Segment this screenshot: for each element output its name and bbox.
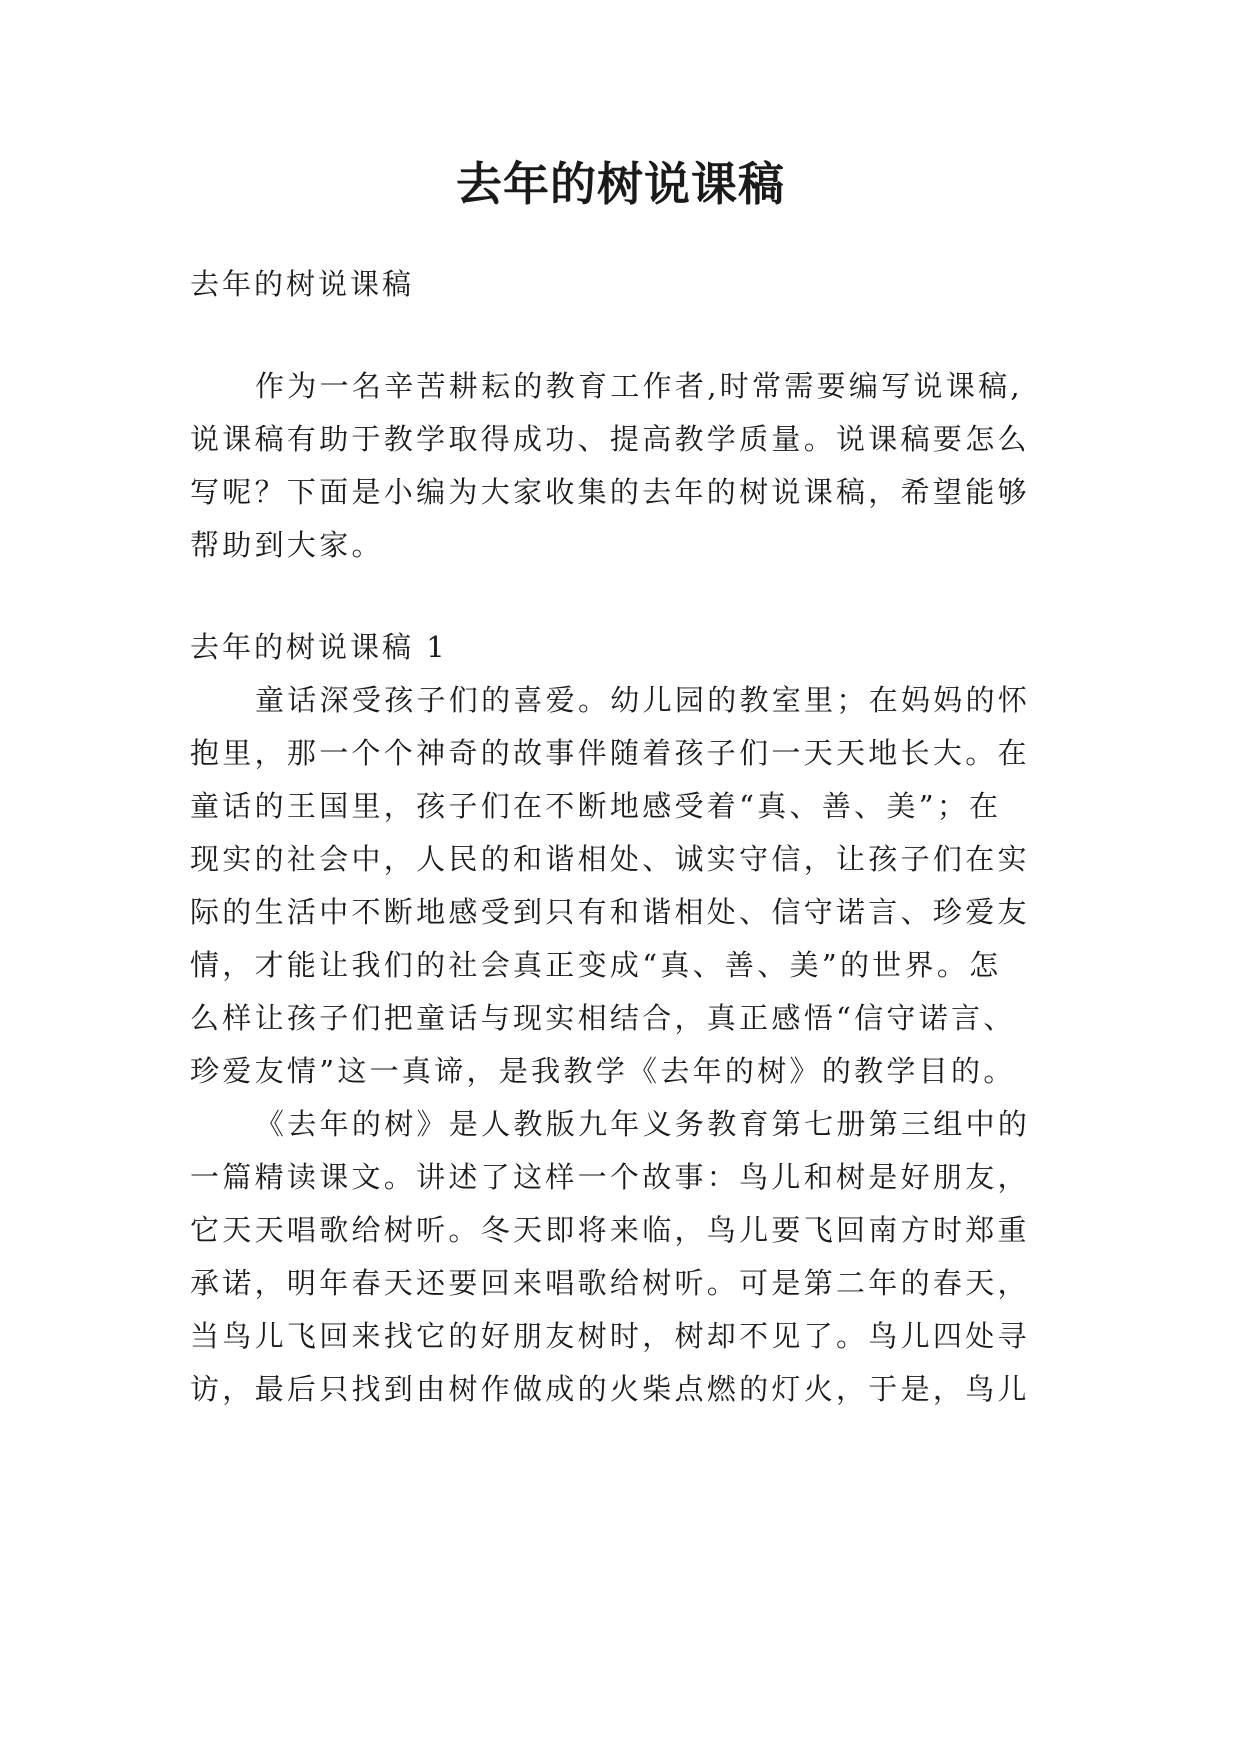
paragraph-line: 访，最后只找到由树作做成的火柴点燃的灯火，于是，鸟儿 xyxy=(190,1372,1030,1406)
intro-line: 说课稿有助于教学取得成功、提高教学质量。说课稿要怎么 xyxy=(190,422,1030,456)
paragraph-line: 么样让孩子们把童话与现实相结合，真正感悟“信守诺言、 xyxy=(190,1001,1016,1035)
intro-line: 帮助到大家。 xyxy=(190,528,384,562)
document-subtitle: 去年的树说课稿 xyxy=(190,267,415,301)
paragraph-line: 抱里，那一个个神奇的故事伴随着孩子们一天天地长大。在 xyxy=(190,736,1030,770)
intro-line: 作为一名辛苦耕耘的教育工作者,时常需要编写说课稿, xyxy=(255,369,1023,403)
paragraph-line: 《去年的树》是人教版九年义务教育第七册第三组中的 xyxy=(255,1107,1031,1141)
paragraph-line: 承诺，明年春天还要回来唱歌给树听。可是第二年的春天， xyxy=(190,1266,1030,1300)
paragraph-line: 情，才能让我们的社会真正变成“真、善、美”的世界。怎 xyxy=(190,948,1002,982)
paragraph-line: 珍爱友情”这一真谛，是我教学《去年的树》的教学目的。 xyxy=(190,1054,1016,1088)
intro-line: 写呢？下面是小编为大家收集的去年的树说课稿，希望能够 xyxy=(190,475,1030,509)
paragraph-line: 童话深受孩子们的喜爱。幼儿园的教室里；在妈妈的怀 xyxy=(255,683,1031,717)
document-title: 去年的树说课稿 xyxy=(456,157,785,211)
paragraph-line: 际的生活中不断地感受到只有和谐相处、信守诺言、珍爱友 xyxy=(190,895,1030,929)
paragraph-line: 一篇精读课文。讲述了这样一个故事：鸟儿和树是好朋友， xyxy=(190,1160,1030,1194)
paragraph-line: 现实的社会中，人民的和谐相处、诚实守信，让孩子们在实 xyxy=(190,842,1030,876)
paragraph-line: 童话的王国里，孩子们在不断地感受着“真、善、美”；在 xyxy=(190,789,1002,823)
paragraph-line: 当鸟儿飞回来找它的好朋友树时，树却不见了。鸟儿四处寻 xyxy=(190,1319,1030,1353)
paragraph-line: 它天天唱歌给树听。冬天即将来临，鸟儿要飞回南方时郑重 xyxy=(190,1213,1030,1247)
section-heading: 去年的树说课稿 1 xyxy=(190,630,448,664)
